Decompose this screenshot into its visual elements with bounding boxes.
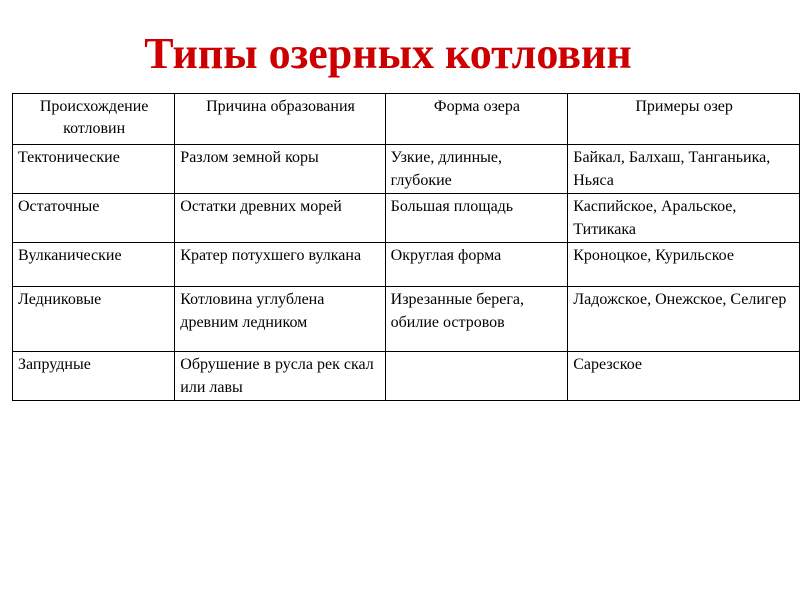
table-row [13,194,800,243]
table-row [13,287,800,352]
lake-basin-types-table [12,93,800,401]
cell-cause: Котловина углублена древним ледником [175,287,385,352]
cell-cause: Разлом земной коры [175,145,385,194]
cell-cause: Обрушение в русла рек скал или лавы [175,352,385,401]
cell-shape [385,352,568,401]
cell-shape: Большая площадь [385,194,568,243]
cell-shape: Округлая форма [385,243,568,287]
header-cause: Причина образования [175,94,385,145]
cell-origin: Запрудные [13,352,175,401]
cell-shape: Узкие, длинные, глубокие [385,145,568,194]
header-examples: Примеры озер [568,94,800,145]
cell-cause: Кратер потухшего вулкана [175,243,385,287]
cell-origin: Ледниковые [13,287,175,352]
cell-examples: Сарезское [568,352,800,401]
table-header-row [13,94,800,145]
header-shape: Форма озера [385,94,568,145]
cell-examples: Каспийское, Аральское, Титикака [568,194,800,243]
cell-examples: Байкал, Балхаш, Танганьика, Ньяса [568,145,800,194]
cell-examples: Кроноцкое, Курильское [568,243,800,287]
cell-cause: Остатки древних морей [175,194,385,243]
cell-origin: Вулканические [13,243,175,287]
cell-shape: Изрезанные берега, обилие островов [385,287,568,352]
table-row [13,243,800,287]
table-row [13,352,800,401]
table-row [13,145,800,194]
page-title: Типы озерных котловин [144,29,632,78]
cell-origin: Тектонические [13,145,175,194]
header-origin: Происхождение котловин [13,94,175,145]
cell-origin: Остаточные [13,194,175,243]
cell-examples: Ладожское, Онежское, Селигер [568,287,800,352]
